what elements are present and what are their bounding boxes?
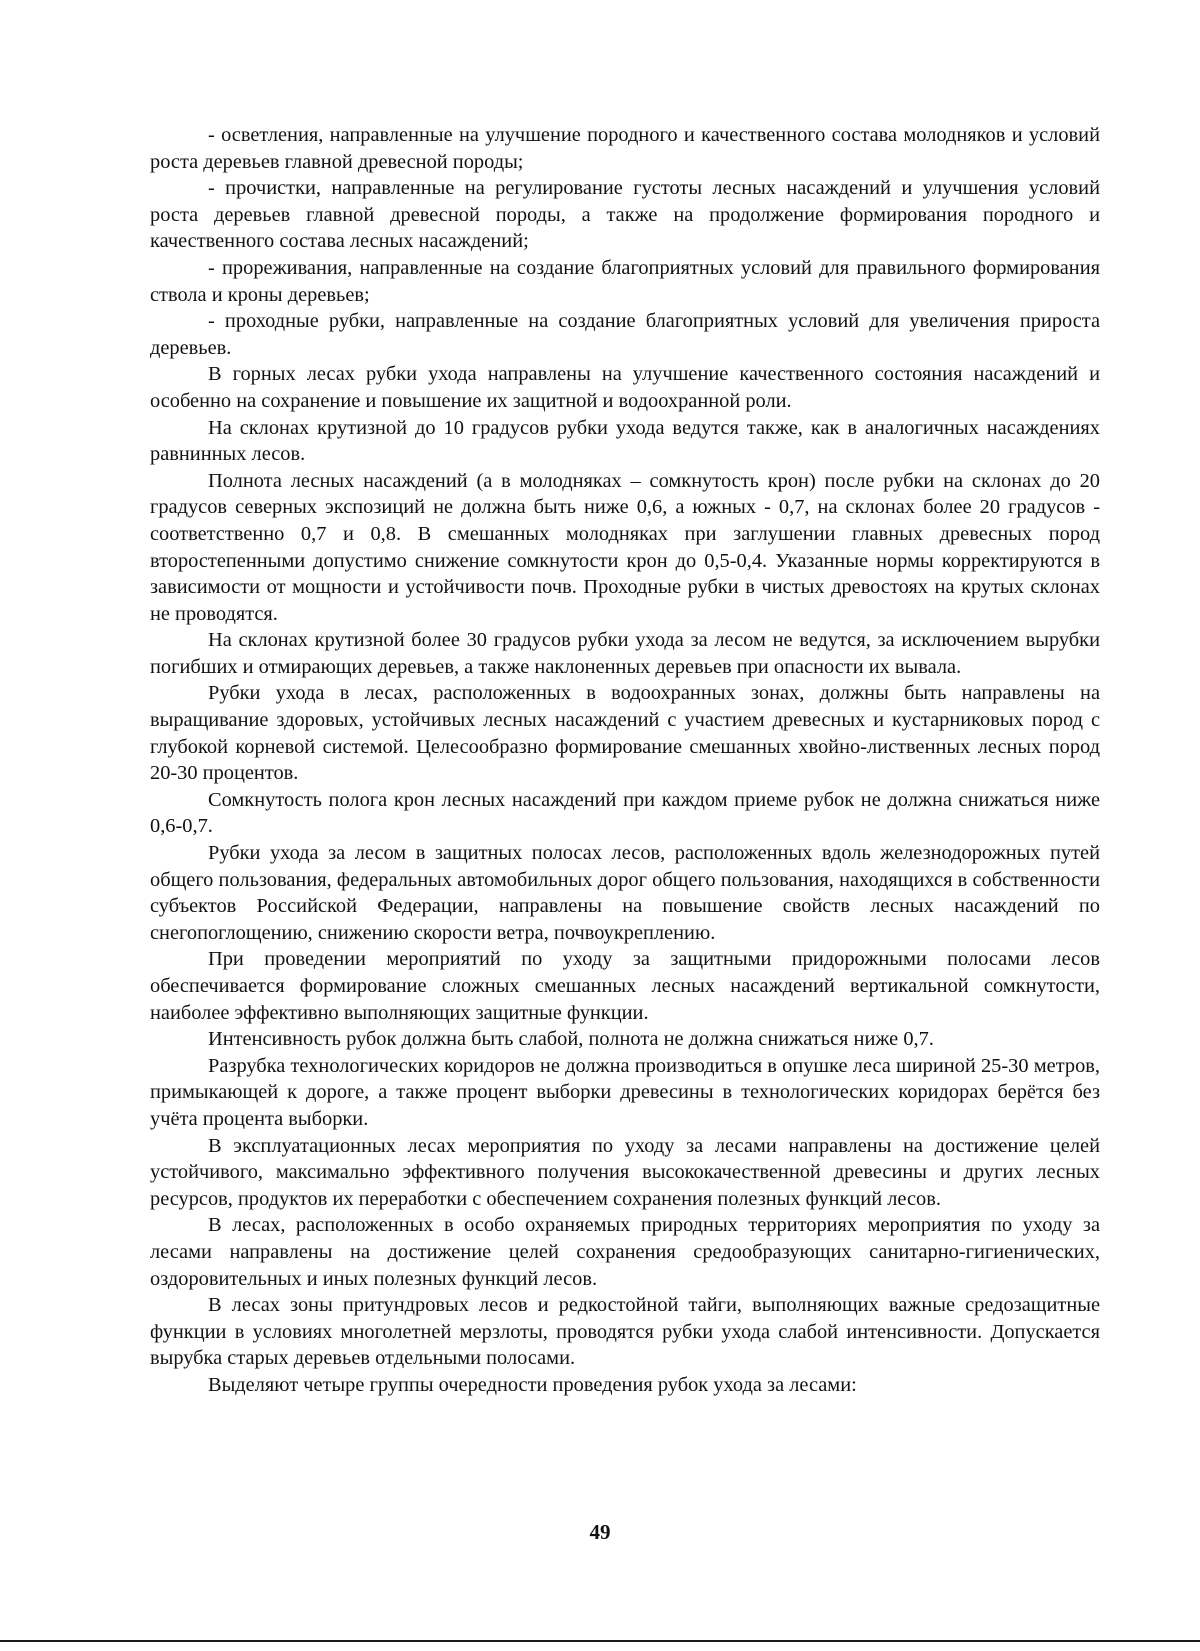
paragraph-slopes-10-degrees: На склонах крутизной до 10 градусов рубки ухода ведутся также, как в аналогичных насаждениях равнинных лесов. <box>150 416 1100 466</box>
paragraph-stand-density: Полнота лесных насаждений (а в молодняках – сомкнутость крон) после рубки на склонах до 20 градусов северных экспозиций не должна быть ниже 0,6, а южных - 0,7, на склонах более 20 градусов - соответственно 0,7 и 0,8. В смешанных молодняках при заглушении главных древесных пород второстепенными допустимо снижение сомкнутости крон до 0,5-0,4. Указанные нормы корректируются в зависимости от мощности и устойчивости почв. Проходные рубки в чистых древостоях на крутых склонах не проводятся. <box>150 469 1100 625</box>
paragraph-cutting-intensity: Интенсивность рубок должна быть слабой, полнота не должна снижаться ниже 0,7. <box>208 1028 934 1051</box>
paragraph-lightening: - осветления, направленные на улучшение породного и качественного состава молодняков и условий роста деревьев главной древесной породы; <box>150 124 1100 173</box>
paragraph-technological-corridors: Разрубка технологических коридоров не должна производиться в опушке леса шириной 25-30 метров, примыкающей к дороге, а также процент выборки древесины в технологических коридорах берётся без учёта процента выборки. <box>150 1054 1100 1130</box>
paragraph-water-protection-zones: Рубки ухода в лесах, расположенных в водоохранных зонах, должны быть направлены на выращивание здоровых, устойчивых лесных насаждений с участием древесных и кустарниковых пород с глубокой корневой системой. Целесообразно формирование смешанных хвойно-лиственных лесных пород 20-30 процентов. <box>150 682 1100 785</box>
paragraph-roadside-strips: При проведении мероприятий по уходу за защитными придорожными полосами лесов обеспечивается формирование сложных смешанных лесных насаждений вертикальной сомкнутости, наиболее эффективно выполняющих защитные функции. <box>150 948 1100 1024</box>
paragraph-canopy-closure: Сомкнутость полога крон лесных насаждений при каждом приеме рубок не должна снижаться ниже 0,6-0,7. <box>150 788 1100 838</box>
paragraph-protective-strips: Рубки ухода за лесом в защитных полосах лесов, расположенных вдоль железнодорожных путей общего пользования, федеральных автомобильных дорог общего пользования, находящихся в собственности субъектов Российской Федерации, направлены на повышение свойств лесных насаждений по снегопоглощению, снижению скорости ветра, почвоукреплению. <box>150 842 1100 944</box>
paragraph-tundra-forests: В лесах зоны притундровых лесов и редкостойной тайги, выполняющих важные средозащитные функции в условиях многолетней мерзлоты, проводятся рубки ухода слабой интенсивности. Допускается вырубка старых деревьев отдельными полосами. <box>150 1294 1100 1370</box>
page-number: 49 <box>589 1520 611 1544</box>
bottom-rule <box>0 1640 1200 1642</box>
paragraph-priority-groups: Выделяют четыре группы очередности проведения рубок ухода за лесами: <box>208 1373 857 1396</box>
document-body <box>150 122 1100 1399</box>
paragraph-mountain-forests: В горных лесах рубки ухода направлены на улучшение качественного состояния насаждений и особенно на сохранение и повышение их защитной и водоохранной роли. <box>150 363 1100 412</box>
paragraph-thinning: - прореживания, направленные на создание благоприятных условий для правильного формирования ствола и кроны деревьев; <box>150 256 1100 306</box>
paragraph-passage-cutting: - проходные рубки, направленные на создание благоприятных условий для увеличения прироста деревьев. <box>150 310 1100 359</box>
paragraph-cleaning: - прочистки, направленные на регулирование густоты лесных насаждений и улучшения условий роста деревьев главной древесной породы, а также на продолжение формирования породного и качественного состава лесных насаждений; <box>150 177 1100 253</box>
paragraph-slopes-30-degrees: На склонах крутизной более 30 градусов рубки ухода за лесом не ведутся, за исключением вырубки погибших и отмирающих деревьев, а также наклоненных деревьев при опасности их вывала. <box>150 629 1100 678</box>
paragraph-protected-areas: В лесах, расположенных в особо охраняемых природных территориях мероприятия по уходу за лесами направлены на достижение целей сохранения средообразующих санитарно-гигиенических, оздоровительных и иных полезных функций лесов. <box>150 1214 1100 1290</box>
paragraph-exploitation-forests: В эксплуатационных лесах мероприятия по уходу за лесами направлены на достижение целей устойчивого, максимально эффективного получения высококачественной древесины и других лесных ресурсов, продуктов их переработки с обеспечением сохранения полезных функций лесов. <box>150 1134 1100 1210</box>
